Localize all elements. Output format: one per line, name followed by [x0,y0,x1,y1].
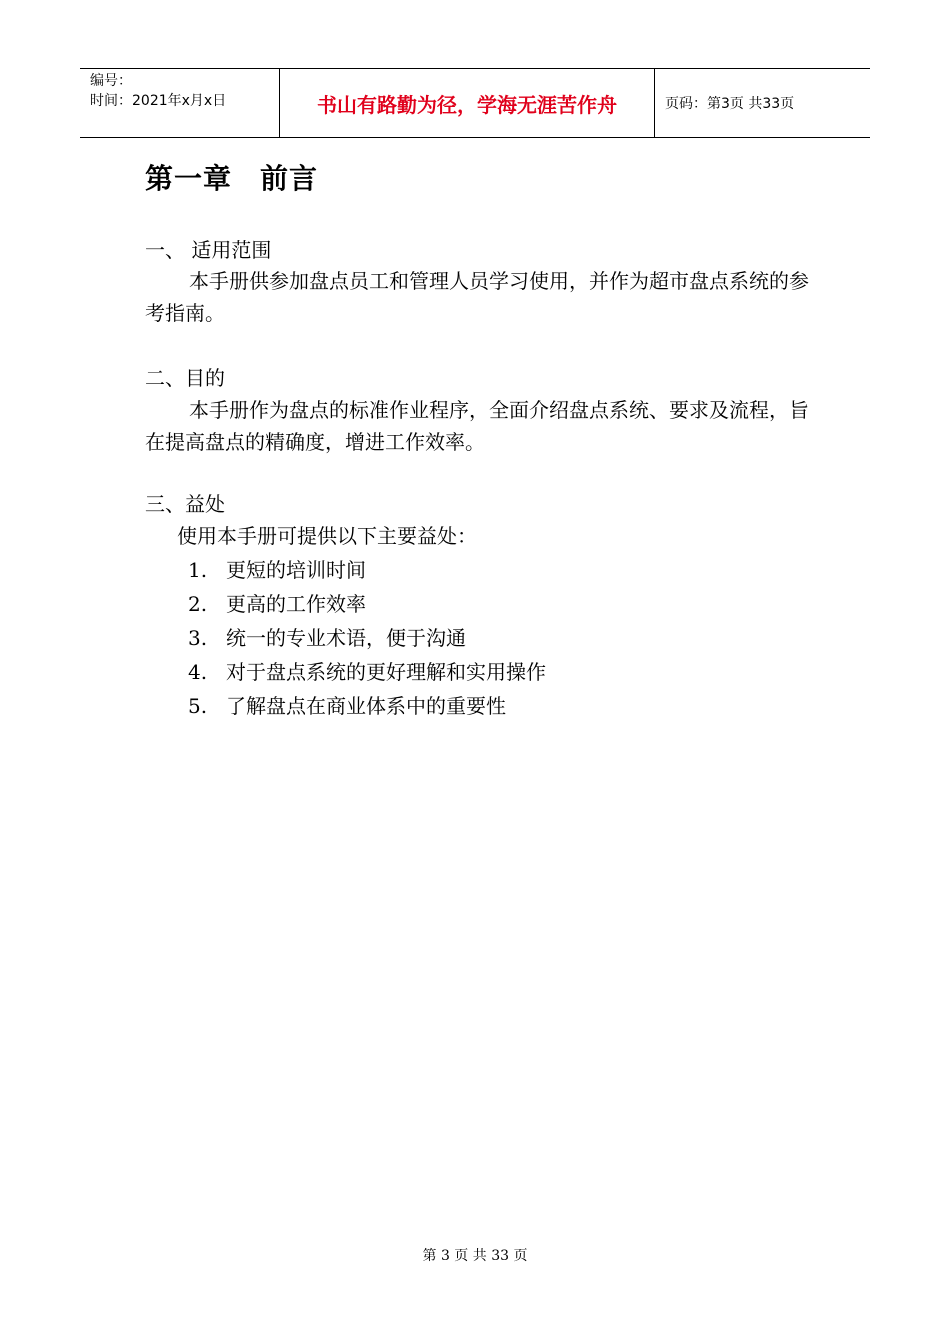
page-header [80,68,870,138]
list-item-text: 统一的专业术语，便于沟通 [226,626,466,650]
list-item [188,655,546,689]
section-title-benefits: 三、益处 [145,492,225,516]
chapter-number: 第一章 [145,162,233,195]
chapter-heading [145,157,318,197]
header-motto: 书山有路勤为径，学海无涯苦作舟 [280,69,655,137]
list-item [188,689,546,723]
list-item-number: 2. [188,592,208,616]
benefits-list [188,553,546,723]
list-item-text: 对于盘点系统的更好理解和实用操作 [226,660,546,684]
list-item [188,553,546,587]
section-title-scope: 一、 适用范围 [145,238,272,262]
section-body-scope: 本手册供参加盘点员工和管理人员学习使用，并作为超市盘点系统的参考指南。 [145,269,809,325]
page-footer: 第 3 页 共 33 页 [422,1248,528,1264]
section-title-purpose: 二、目的 [145,366,225,390]
document-date: 时间：2021年x月x日 [90,93,227,109]
list-item-number: 4. [188,660,208,684]
header-meta [80,69,280,137]
list-item-text: 更短的培训时间 [226,558,366,582]
header-page-number: 页码：第3页 共33页 [665,96,795,112]
chapter-title: 前言 [260,162,319,195]
list-item-text: 了解盘点在商业体系中的重要性 [226,694,506,718]
list-item-text: 更高的工作效率 [226,592,366,616]
list-item-number: 1. [188,558,208,582]
list-item [188,621,546,655]
document-number-label: 编号： [90,73,132,89]
section-body-purpose: 本手册作为盘点的标准作业程序，全面介绍盘点系统、要求及流程，旨在提高盘点的精确度，增进工作效率。 [145,398,809,454]
list-item-number: 3. [188,626,208,650]
list-item-number: 5. [188,694,208,718]
list-item [188,587,546,621]
section-intro-benefits: 使用本手册可提供以下主要益处： [177,524,477,548]
